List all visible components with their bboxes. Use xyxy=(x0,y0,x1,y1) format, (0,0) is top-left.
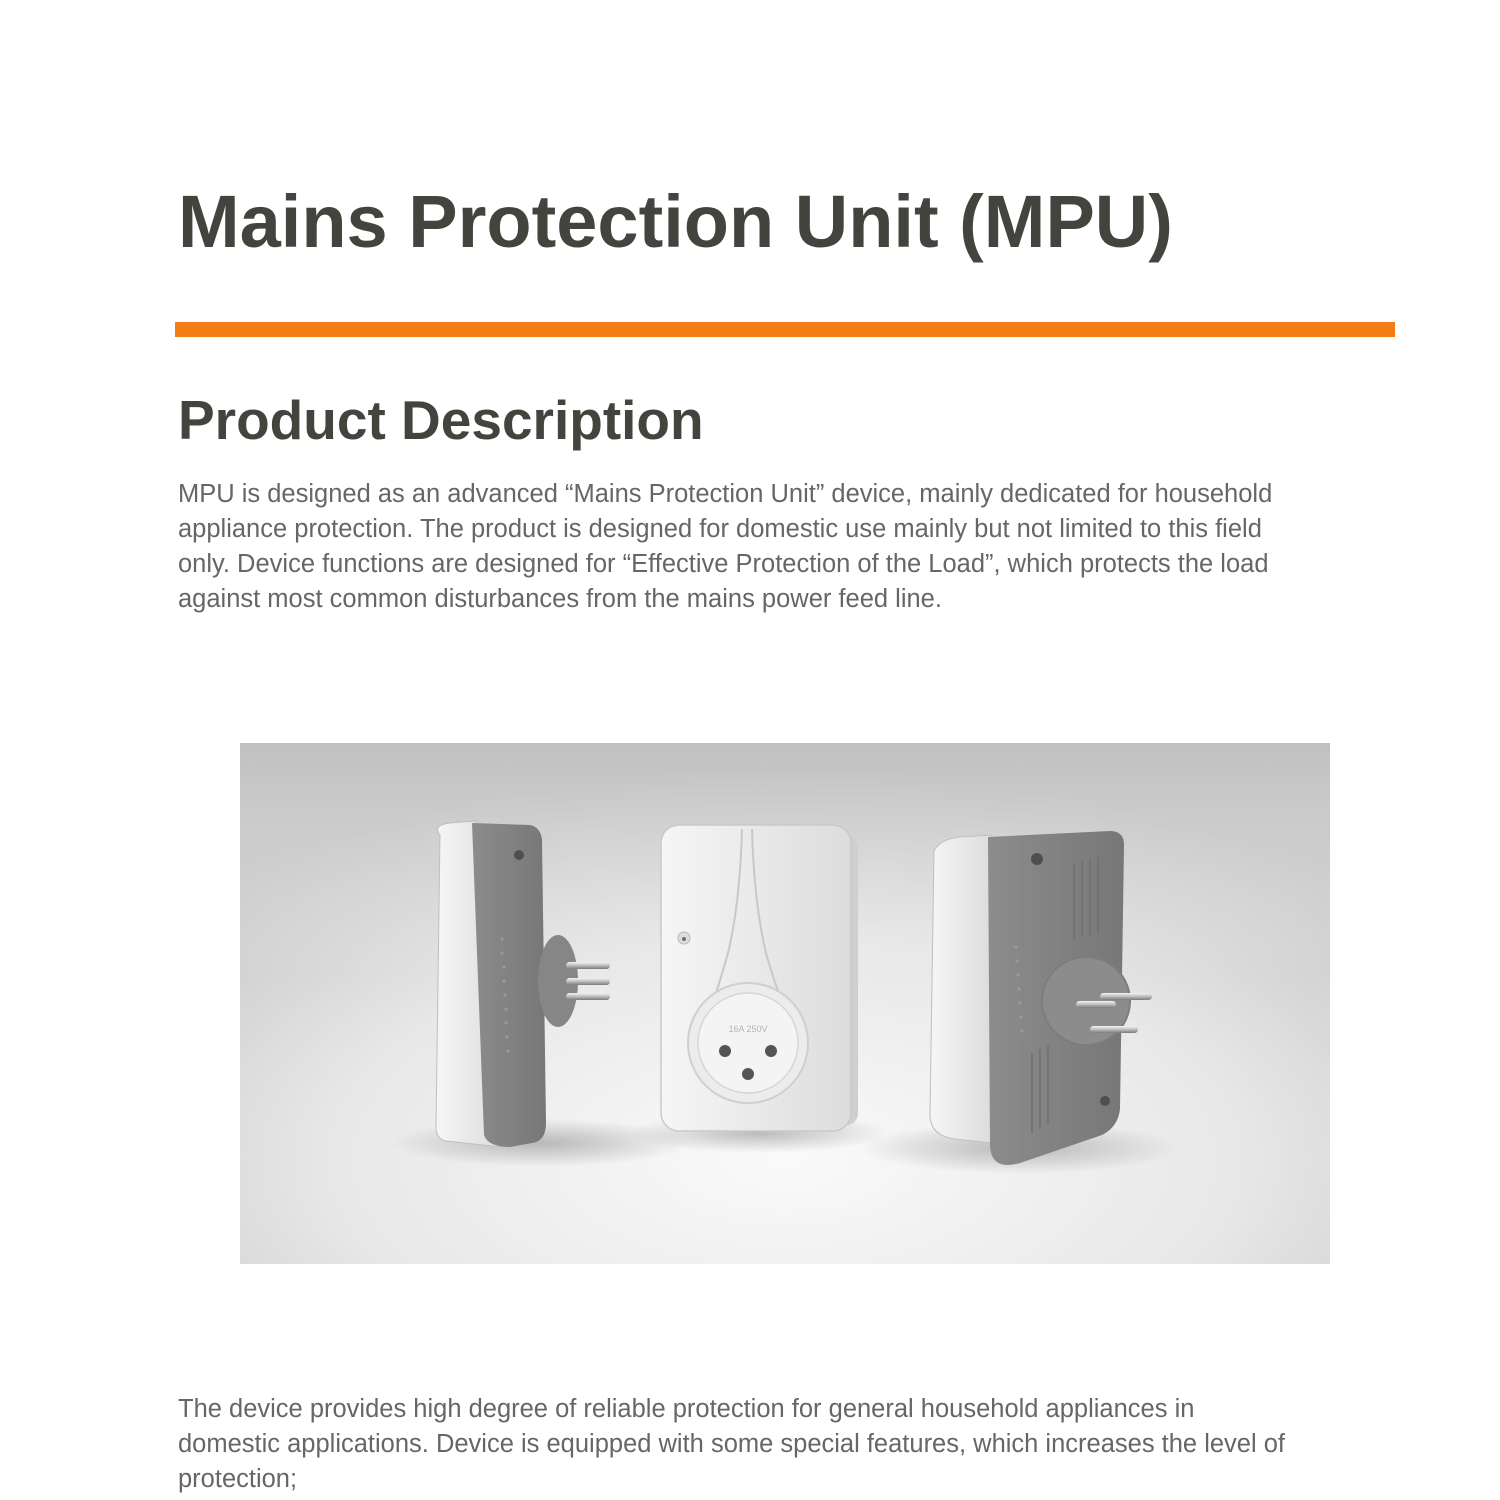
product-photo xyxy=(240,743,1330,1264)
features-paragraph xyxy=(178,1392,1388,1497)
paragraph-line: MPU is designed as an advanced “Mains Protection Unit” device, mainly dedicated for household xyxy=(178,480,1273,508)
paragraph-line: appliance protection. The product is designed for domestic use mainly but not limited to this field xyxy=(178,515,1262,543)
document-title: Mains Protection Unit (MPU) xyxy=(178,180,1173,263)
section-heading: Product Description xyxy=(178,389,704,451)
socket-rating-label: 16A 250V xyxy=(728,1024,768,1034)
device-right-view xyxy=(930,831,1152,1165)
paragraph-line: domestic applications. Device is equipped with some special features, which increases the level of xyxy=(178,1430,1285,1458)
description-paragraph xyxy=(178,477,1388,617)
orange-divider xyxy=(175,322,1395,337)
paragraph-line: protection; xyxy=(178,1465,298,1493)
paragraph-line: The device provides high degree of reliable protection for general household appliances in xyxy=(178,1395,1195,1423)
paragraph-line: only. Device functions are designed for “Effective Protection of the Load”, which protects the load xyxy=(178,550,1269,578)
paragraph-line: against most common disturbances from the mains power feed line. xyxy=(178,585,942,613)
device-center-view xyxy=(661,825,858,1131)
